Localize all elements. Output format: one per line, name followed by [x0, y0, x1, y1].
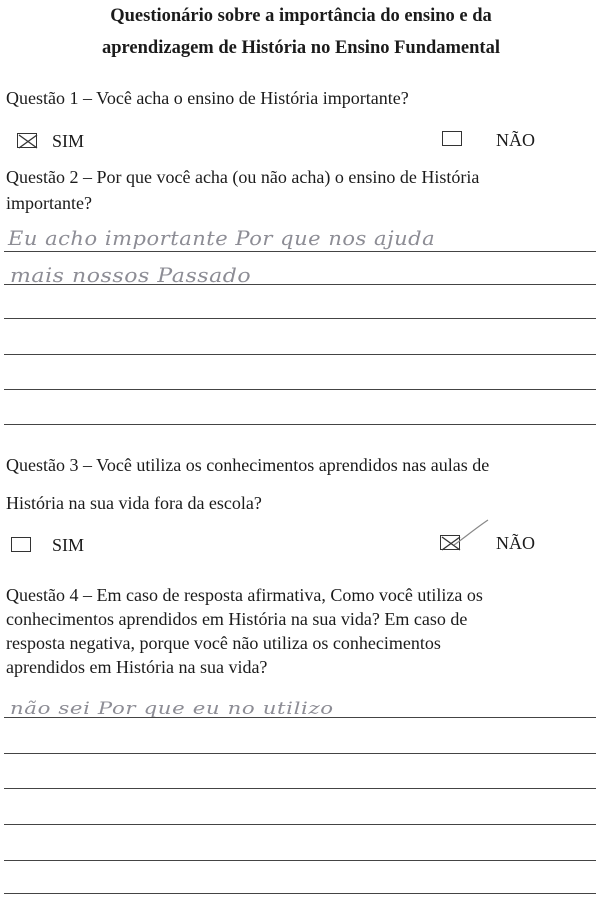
q4-answer-rule[interactable]: [4, 893, 596, 894]
q3-no-label: NÃO: [496, 533, 535, 553]
q2-answer-rule[interactable]: [4, 389, 596, 390]
q2-answer-rule[interactable]: [4, 354, 596, 355]
question-4-text-line-4: aprendidos em História na sua vida?: [6, 657, 268, 677]
q3-yes-label: SIM: [52, 535, 85, 555]
question-1-text: Questão 1 – Você acha o ensino de História importante?: [6, 88, 409, 108]
question-4-text-line-2: conhecimentos aprendidos em História na sua vida? Em caso de: [6, 609, 468, 629]
question-3-text-line-1: Questão 3 – Você utiliza os conhecimentos aprendidos nas aulas de: [6, 455, 490, 475]
q4-answer-rule[interactable]: [4, 788, 596, 789]
question-4-text-line-3: resposta negativa, porque você não utiliza os conhecimentos: [6, 633, 441, 653]
q3-yes-checkbox[interactable]: [11, 537, 31, 552]
q4-answer-rule[interactable]: [4, 860, 596, 861]
question-4-text-line-1: Questão 4 – Em caso de resposta afirmativa, Como você utiliza os: [6, 585, 483, 605]
q1-no-label: NÃO: [496, 130, 535, 150]
question-2-text-line-1: Questão 2 – Por que você acha (ou não acha) o ensino de História: [6, 167, 480, 187]
q2-answer-rule[interactable]: [4, 251, 596, 252]
q1-no-checkbox[interactable]: [442, 131, 462, 146]
title-line-1: Questionário sobre a importância do ensino e da: [110, 6, 492, 26]
q2-answer-rule[interactable]: [4, 318, 596, 319]
cross-mark-icon: [18, 134, 38, 149]
q4-answer-line-1: não sei Por que eu no utilizo: [10, 699, 334, 719]
check-stroke-icon: [452, 518, 492, 548]
q2-answer-rule[interactable]: [4, 284, 596, 285]
question-3-text-line-2: História na sua vida fora da escola?: [6, 493, 262, 513]
question-2-text-line-2: importante?: [6, 193, 92, 213]
title-line-2: aprendizagem de História no Ensino Fundamental: [102, 38, 500, 58]
q2-answer-line-2: mais nossos Passado: [10, 263, 252, 287]
q4-answer-rule[interactable]: [4, 717, 596, 718]
q4-answer-rule[interactable]: [4, 824, 596, 825]
q2-answer-rule[interactable]: [4, 424, 596, 425]
q1-yes-checkbox[interactable]: [17, 133, 37, 148]
q1-yes-label: SIM: [52, 131, 85, 151]
q4-answer-rule[interactable]: [4, 753, 596, 754]
q2-answer-line-1: Eu acho importante Por que nos ajuda: [8, 226, 436, 250]
